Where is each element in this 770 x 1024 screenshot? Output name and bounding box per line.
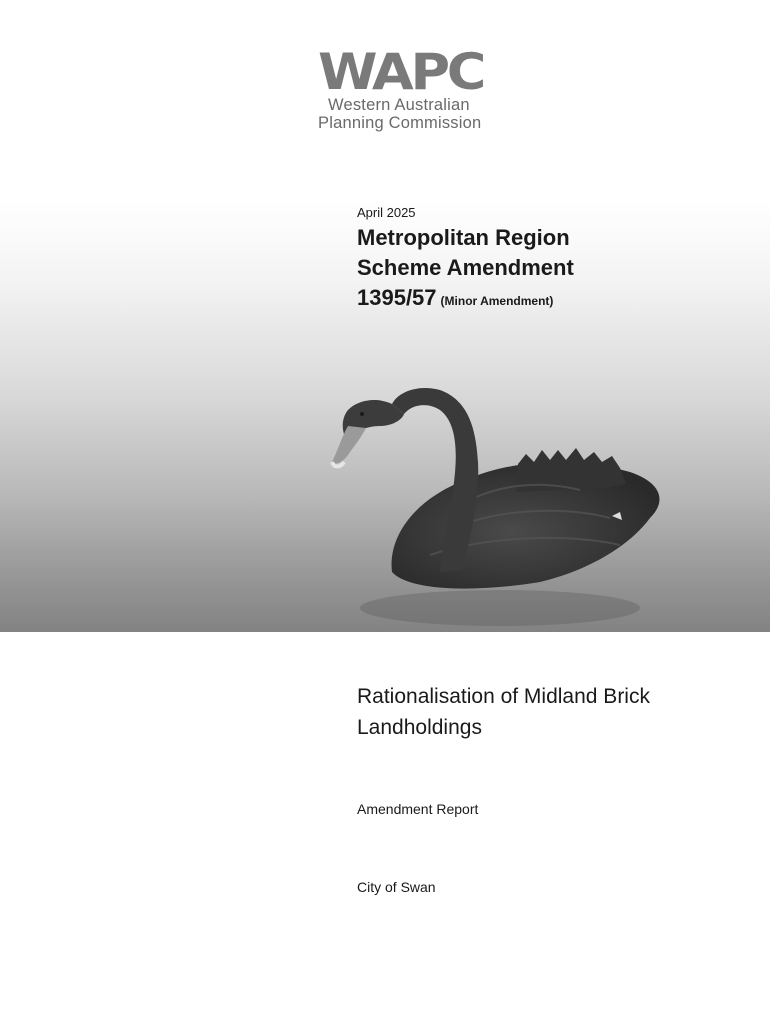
report-type: Amendment Report xyxy=(357,801,479,817)
logo-line-1: Western Australian xyxy=(328,96,470,114)
title-line-1: Metropolitan Region xyxy=(357,225,570,250)
logo-mark: WAPC xyxy=(318,43,484,101)
publication-date: April 2025 xyxy=(357,205,416,220)
title-line-3 xyxy=(357,283,574,316)
document-subtitle xyxy=(357,681,650,743)
amendment-qualifier: (Minor Amendment) xyxy=(440,294,554,308)
logo-line-2: Planning Commission xyxy=(318,114,482,132)
title-line-2: Scheme Amendment xyxy=(357,255,574,280)
amendment-number: 1395/57 xyxy=(357,285,437,310)
document-title xyxy=(357,223,574,316)
subtitle-line-1: Rationalisation of Midland Brick xyxy=(357,685,650,708)
wapc-logo xyxy=(316,43,498,136)
subtitle-line-2: Landholdings xyxy=(357,716,482,739)
local-government: City of Swan xyxy=(357,879,436,895)
